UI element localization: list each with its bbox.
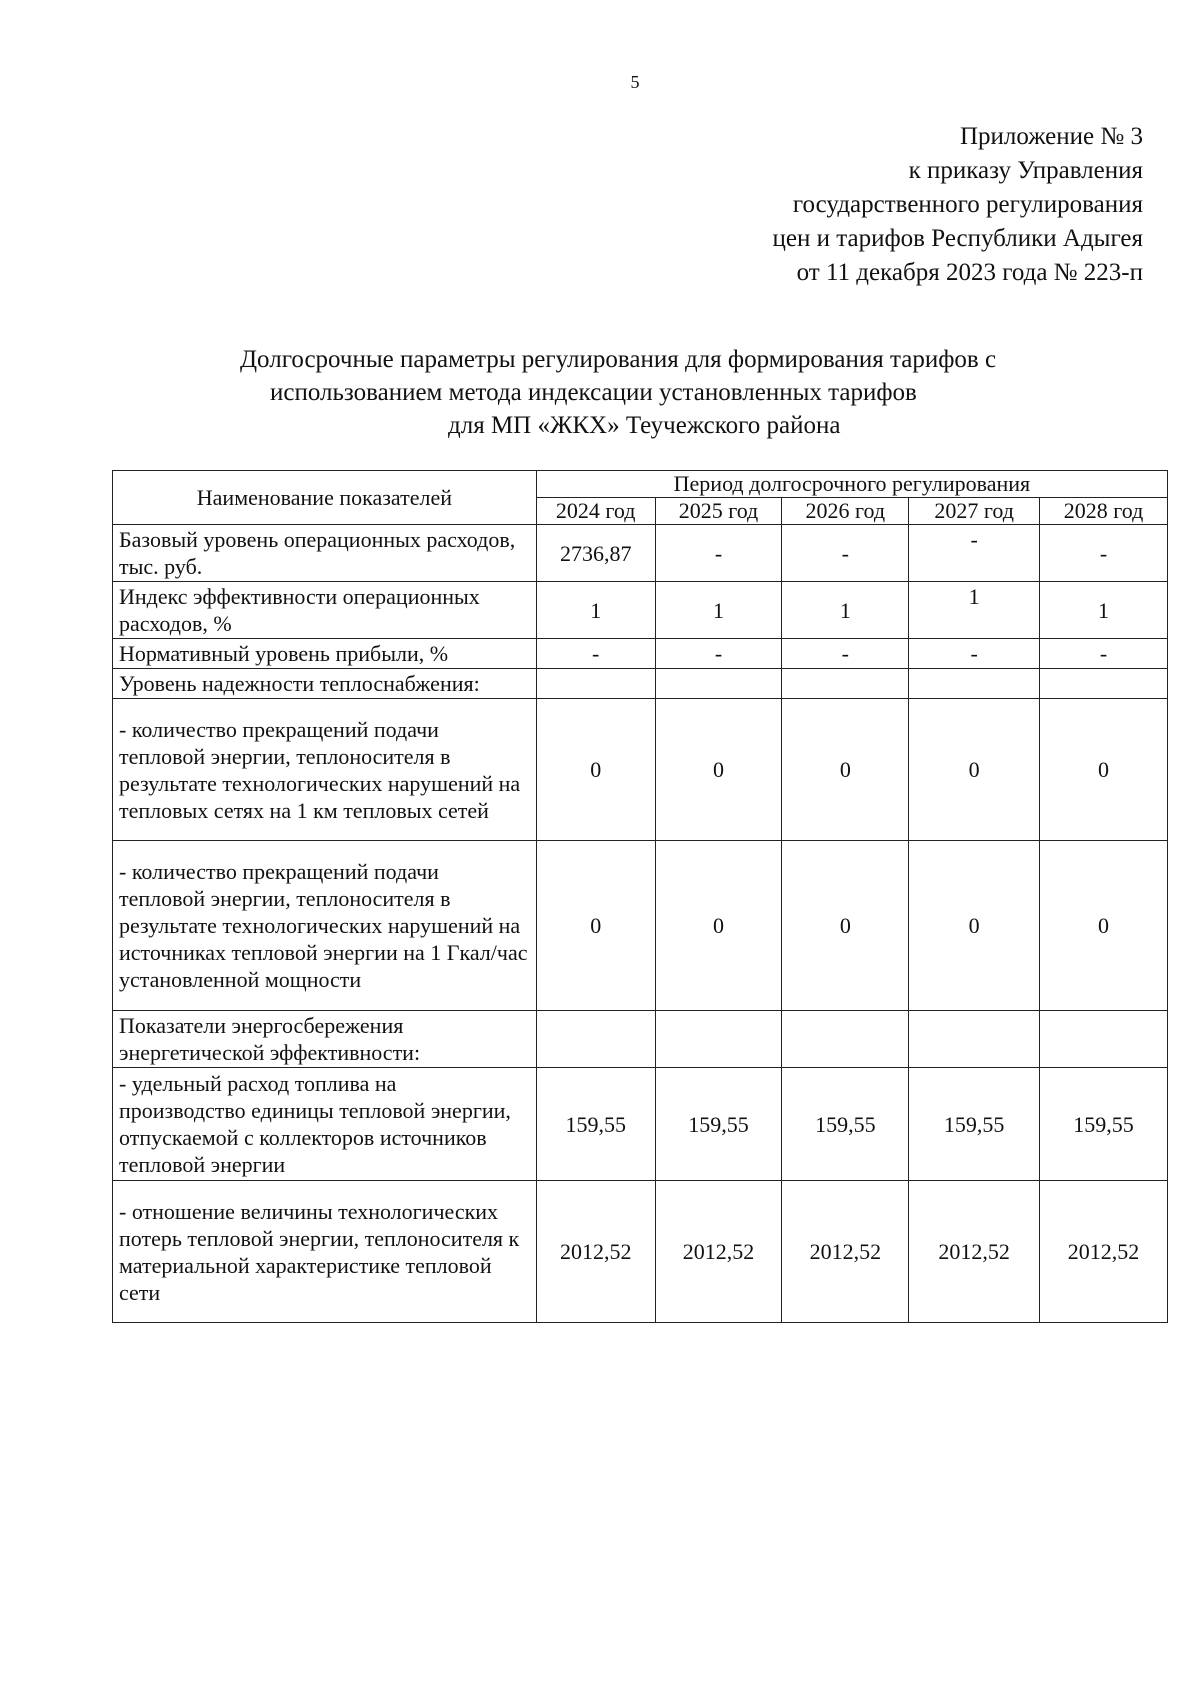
row-value: - (782, 639, 909, 669)
row-value: 2012,52 (782, 1181, 909, 1323)
row-value (536, 669, 655, 699)
row-value (782, 1011, 909, 1068)
row-value (655, 669, 782, 699)
row-value (909, 669, 1040, 699)
appendix-line: цен и тарифов Республики Адыгея (772, 225, 1143, 252)
table-row (113, 1011, 1168, 1068)
header-year: 2024 год (536, 498, 655, 525)
row-value: 2012,52 (1040, 1181, 1168, 1323)
row-value: - (909, 639, 1040, 669)
row-name: - количество прекращений подачи тепловой энергии, теплоносителя в результате технологических нарушений на источниках тепловой энергии на 1 Гкал/час установленной мощности (113, 841, 537, 1011)
row-value (1040, 669, 1168, 699)
row-name: Нормативный уровень прибыли, % (113, 639, 537, 669)
header-year: 2026 год (782, 498, 909, 525)
appendix-line: к приказу Управления (908, 157, 1143, 184)
title-line: для МП «ЖКХ» Теучежского района (448, 412, 841, 439)
table-row (113, 1181, 1168, 1323)
row-value: 0 (1040, 699, 1168, 841)
row-value: 1 (1040, 582, 1168, 639)
row-value: 1 (782, 582, 909, 639)
row-value: 2012,52 (536, 1181, 655, 1323)
table-row (113, 699, 1168, 841)
row-value (909, 1011, 1040, 1068)
row-value: 1 (968, 583, 980, 609)
row-value: 0 (909, 841, 1040, 1011)
page-number: 5 (630, 72, 640, 92)
row-value (1040, 1011, 1168, 1068)
row-value: 159,55 (655, 1068, 782, 1181)
table-row (113, 582, 1168, 639)
row-value: 0 (782, 699, 909, 841)
appendix-block (773, 120, 1143, 290)
row-value: - (655, 525, 782, 582)
header-year: 2027 год (909, 498, 1040, 525)
appendix-line: государственного регулирования (792, 191, 1143, 218)
row-value: - (536, 639, 655, 669)
table-row (113, 841, 1168, 1011)
title-line: использованием метода индексации установленных тарифов (270, 379, 917, 406)
row-value: 159,55 (782, 1068, 909, 1181)
row-value: 2012,52 (655, 1181, 782, 1323)
header-period: Период долгосрочного регулирования (536, 471, 1167, 498)
row-name: - количество прекращений подачи тепловой энергии, теплоносителя в результате технологических нарушений на тепловых сетях на 1 км тепловых сетей (113, 699, 537, 841)
row-value: 1 (536, 582, 655, 639)
row-value: - (655, 639, 782, 669)
row-value: 159,55 (1040, 1068, 1168, 1181)
table-row (113, 1068, 1168, 1181)
row-value: 0 (536, 841, 655, 1011)
row-value: 0 (909, 699, 1040, 841)
row-value: 2012,52 (909, 1181, 1040, 1323)
row-value: - (1040, 525, 1168, 582)
row-value: 0 (655, 699, 782, 841)
row-value: 0 (536, 699, 655, 841)
appendix-line: от 11 декабря 2023 года № 223-п (796, 259, 1143, 286)
row-name: - отношение величины технологических потерь тепловой энергии, теплоносителя к материальной характеристике тепловой сети (113, 1181, 537, 1323)
row-name: Базовый уровень операционных расходов, тыс. руб. (113, 525, 537, 582)
row-value: - (1040, 639, 1168, 669)
header-year: 2028 год (1040, 498, 1168, 525)
row-value: 0 (782, 841, 909, 1011)
row-value: - (970, 526, 978, 552)
document-title (240, 343, 1050, 442)
appendix-line: Приложение № 3 (959, 123, 1143, 150)
title-line: Долгосрочные параметры регулирования для формирования тарифов с (240, 346, 997, 373)
parameters-table (112, 470, 1168, 1323)
row-value: 0 (1040, 841, 1168, 1011)
row-name: Уровень надежности теплоснабжения: (113, 669, 537, 699)
table-row (113, 525, 1168, 582)
header-name: Наименование показателей (113, 471, 537, 525)
row-value: 0 (655, 841, 782, 1011)
row-value: 1 (655, 582, 782, 639)
row-value: - (782, 525, 909, 582)
row-name: Показатели энергосбережения энергетической эффективности: (113, 1011, 537, 1068)
header-year: 2025 год (655, 498, 782, 525)
row-value: 159,55 (536, 1068, 655, 1181)
row-value (536, 1011, 655, 1068)
row-name: - удельный расход топлива на производство единицы тепловой энергии, отпускаемой с коллекторов источников тепловой энергии (113, 1068, 537, 1181)
row-value: 159,55 (909, 1068, 1040, 1181)
row-value (782, 669, 909, 699)
table-row (113, 669, 1168, 699)
table-row (113, 639, 1168, 669)
row-value: 2736,87 (536, 525, 655, 582)
row-value (655, 1011, 782, 1068)
row-name: Индекс эффективности операционных расходов, % (113, 582, 537, 639)
